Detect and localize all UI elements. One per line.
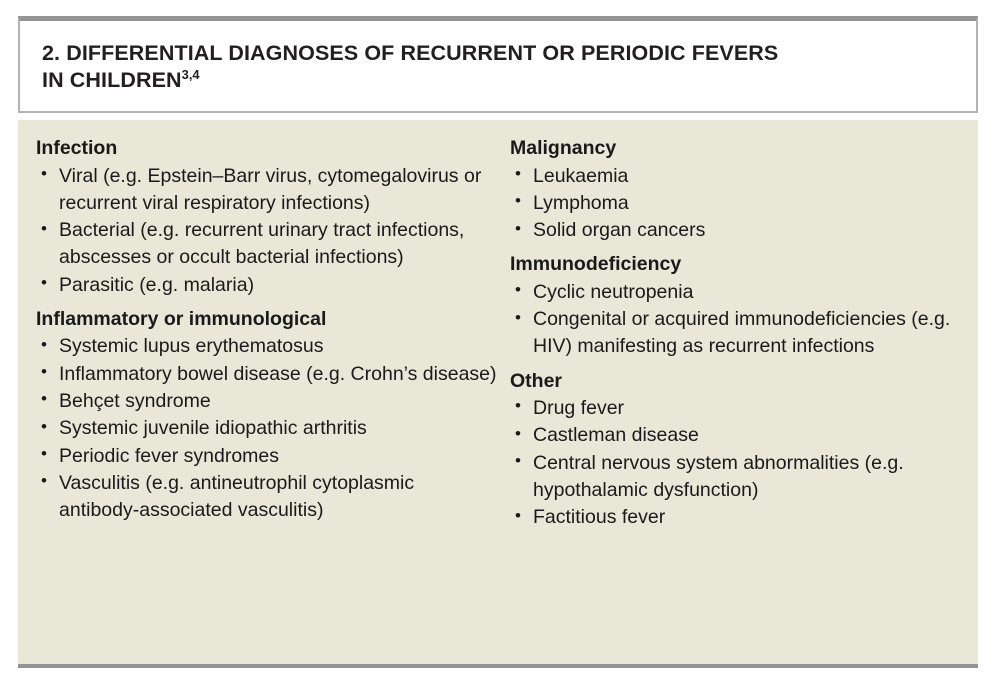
list-item: • Systemic lupus erythematosus <box>36 333 498 360</box>
list-item: • Lymphoma <box>510 190 962 217</box>
list-item: • Inflammatory bowel disease (e.g. Crohn’s disease) <box>36 361 498 388</box>
title-line-1: 2. DIFFERENTIAL DIAGNOSES OF RECURRENT OR PERIODIC FEVERS <box>42 41 779 65</box>
category-heading: Infection <box>36 137 118 160</box>
list-item: • Congenital or acquired immunodeficiencies (e.g. HIV) manifesting as recurrent infections <box>510 306 962 361</box>
right-column <box>510 136 962 531</box>
list-item: • Leukaemia <box>510 163 962 190</box>
list-item: • Behçet syndrome <box>36 388 498 415</box>
category-heading: Other <box>510 369 563 392</box>
category-section <box>510 369 962 532</box>
list-item: • Viral (e.g. Epstein–Barr virus, cytomegalovirus or recurrent viral respiratory infections) <box>36 163 498 218</box>
category-heading: Inflammatory or immunological <box>36 307 327 330</box>
category-heading: Malignancy <box>510 137 617 160</box>
category-section <box>36 307 498 524</box>
table-header <box>18 16 978 113</box>
diagnosis-list <box>36 333 498 524</box>
list-item: • Factitious fever <box>510 504 962 531</box>
category-section <box>510 252 962 360</box>
list-item: • Castleman disease <box>510 422 962 449</box>
list-item: • Bacterial (e.g. recurrent urinary tract infections, abscesses or occult bacterial infections) <box>36 217 498 272</box>
list-item: • Vasculitis (e.g. antineutrophil cytoplasmic antibody-associated vasculitis) <box>36 470 498 525</box>
left-column <box>36 136 498 524</box>
diagnosis-list <box>510 279 962 361</box>
table-box <box>18 16 978 668</box>
title-line-2: IN CHILDREN <box>42 68 182 93</box>
list-item: • Systemic juvenile idiopathic arthritis <box>36 415 498 442</box>
list-item: • Central nervous system abnormalities (e.g. hypothalamic dysfunction) <box>510 450 962 505</box>
page-title <box>42 40 954 94</box>
title-reference-superscript: 3,4 <box>181 66 200 82</box>
list-item: • Cyclic neutropenia <box>510 279 962 306</box>
category-heading: Immunodeficiency <box>510 253 682 276</box>
table-body-panel <box>18 120 978 668</box>
two-column-layout <box>36 136 960 664</box>
list-item: • Drug fever <box>510 395 962 422</box>
diagnosis-list <box>510 395 962 531</box>
list-item: • Periodic fever syndromes <box>36 443 498 470</box>
category-section <box>510 136 962 244</box>
category-section <box>36 136 498 299</box>
list-item: • Parasitic (e.g. malaria) <box>36 272 498 299</box>
list-item: • Solid organ cancers <box>510 217 962 244</box>
diagnosis-list <box>36 163 498 299</box>
diagnosis-list <box>510 163 962 245</box>
